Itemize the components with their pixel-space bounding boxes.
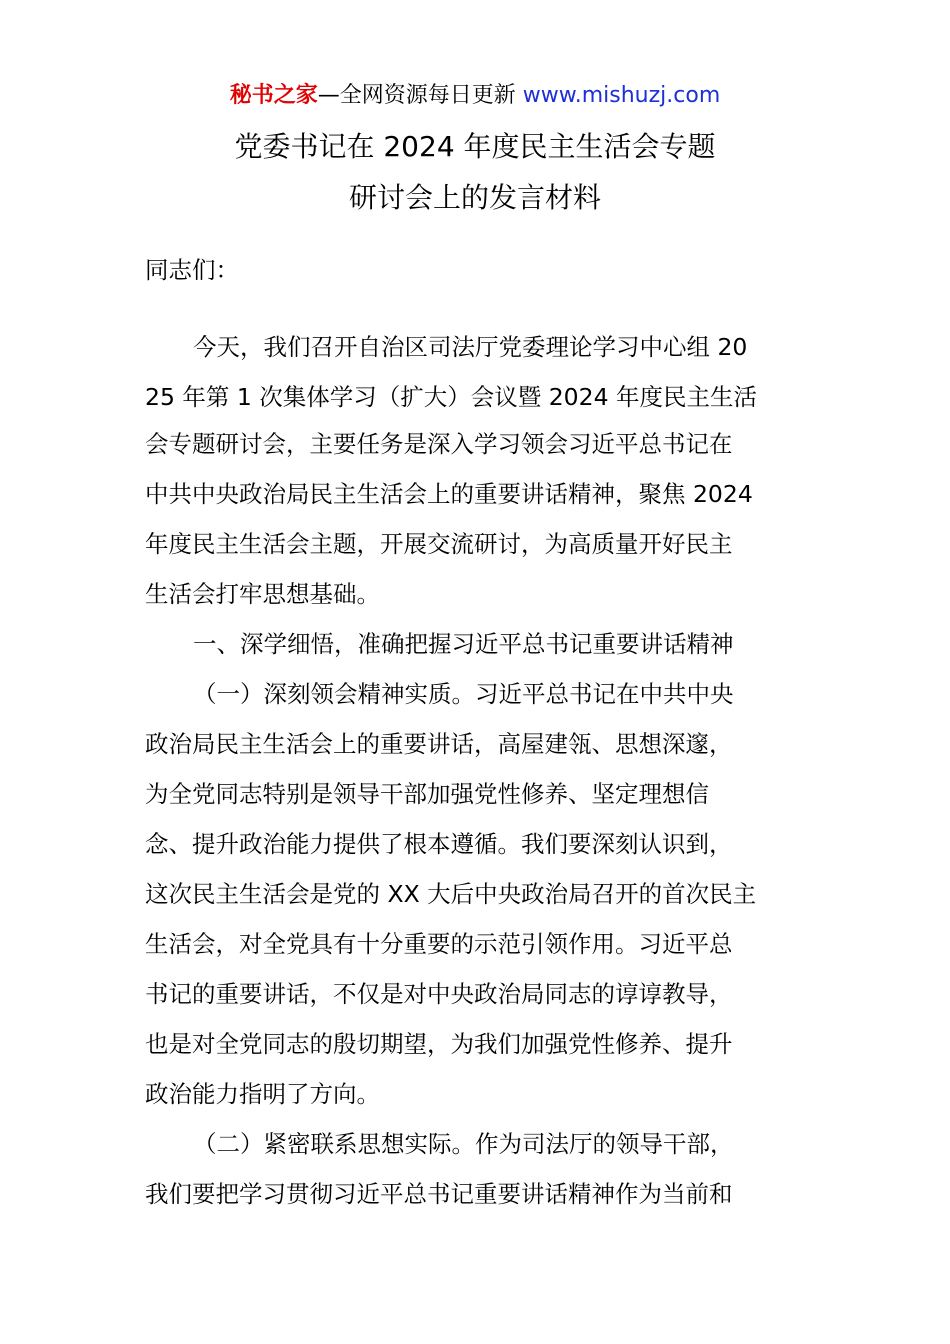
salutation: 同志们： (145, 256, 239, 284)
watermark-banner (0, 82, 950, 110)
paragraph-line: 生活会打牢思想基础。 (145, 580, 380, 608)
watermark-brand: 秘书之家 (229, 83, 318, 108)
paragraph-line: 今天，我们召开自治区司法厅党委理论学习中心组 20 (193, 333, 748, 361)
watermark-tagline: —全网资源每日更新 (317, 83, 523, 108)
paragraph-line: （一）深刻领会精神实质。习近平总书记在中共中央 (193, 680, 734, 708)
paragraph-line: 会专题研讨会，主要任务是深入学习领会习近平总书记在 (145, 430, 733, 458)
paragraph-line: 年度民主生活会主题，开展交流研讨，为高质量开好民主 (145, 530, 733, 558)
paragraph-line: 这次民主生活会是党的 XX 大后中央政治局召开的首次民主 (145, 880, 757, 908)
section-heading: 一、深学细悟，准确把握习近平总书记重要讲话精神 (193, 630, 734, 658)
paragraph-line: （二）紧密联系思想实际。作为司法厅的领导干部， (193, 1130, 734, 1158)
paragraph-line: 念、提升政治能力提供了根本遵循。我们要深刻认识到， (145, 830, 733, 858)
paragraph-line: 为全党同志特别是领导干部加强党性修养、坚定理想信 (145, 780, 709, 808)
paragraph-line: 书记的重要讲话，不仅是对中央政治局同志的谆谆教导， (145, 980, 733, 1008)
paragraph-line: 政治能力指明了方向。 (145, 1080, 380, 1108)
paragraph-line: 也是对全党同志的殷切期望，为我们加强党性修养、提升 (145, 1030, 733, 1058)
paragraph-line: 中共中央政治局民主生活会上的重要讲话精神，聚焦 2024 (145, 480, 753, 508)
watermark-url[interactable]: www.mishuzj.com (522, 83, 721, 108)
paragraph-line: 政治局民主生活会上的重要讲话，高屋建瓴、思想深邃， (145, 730, 733, 758)
document-title-line-2: 研讨会上的发言材料 (348, 181, 601, 214)
paragraph-line: 我们要把学习贯彻习近平总书记重要讲话精神作为当前和 (145, 1180, 733, 1208)
document-title-line-1: 党委书记在 2024 年度民主生活会专题 (234, 130, 716, 163)
paragraph-line: 生活会，对全党具有十分重要的示范引领作用。习近平总 (145, 930, 733, 958)
paragraph-line: 25 年第 1 次集体学习（扩大）会议暨 2024 年度民主生活 (145, 383, 758, 411)
